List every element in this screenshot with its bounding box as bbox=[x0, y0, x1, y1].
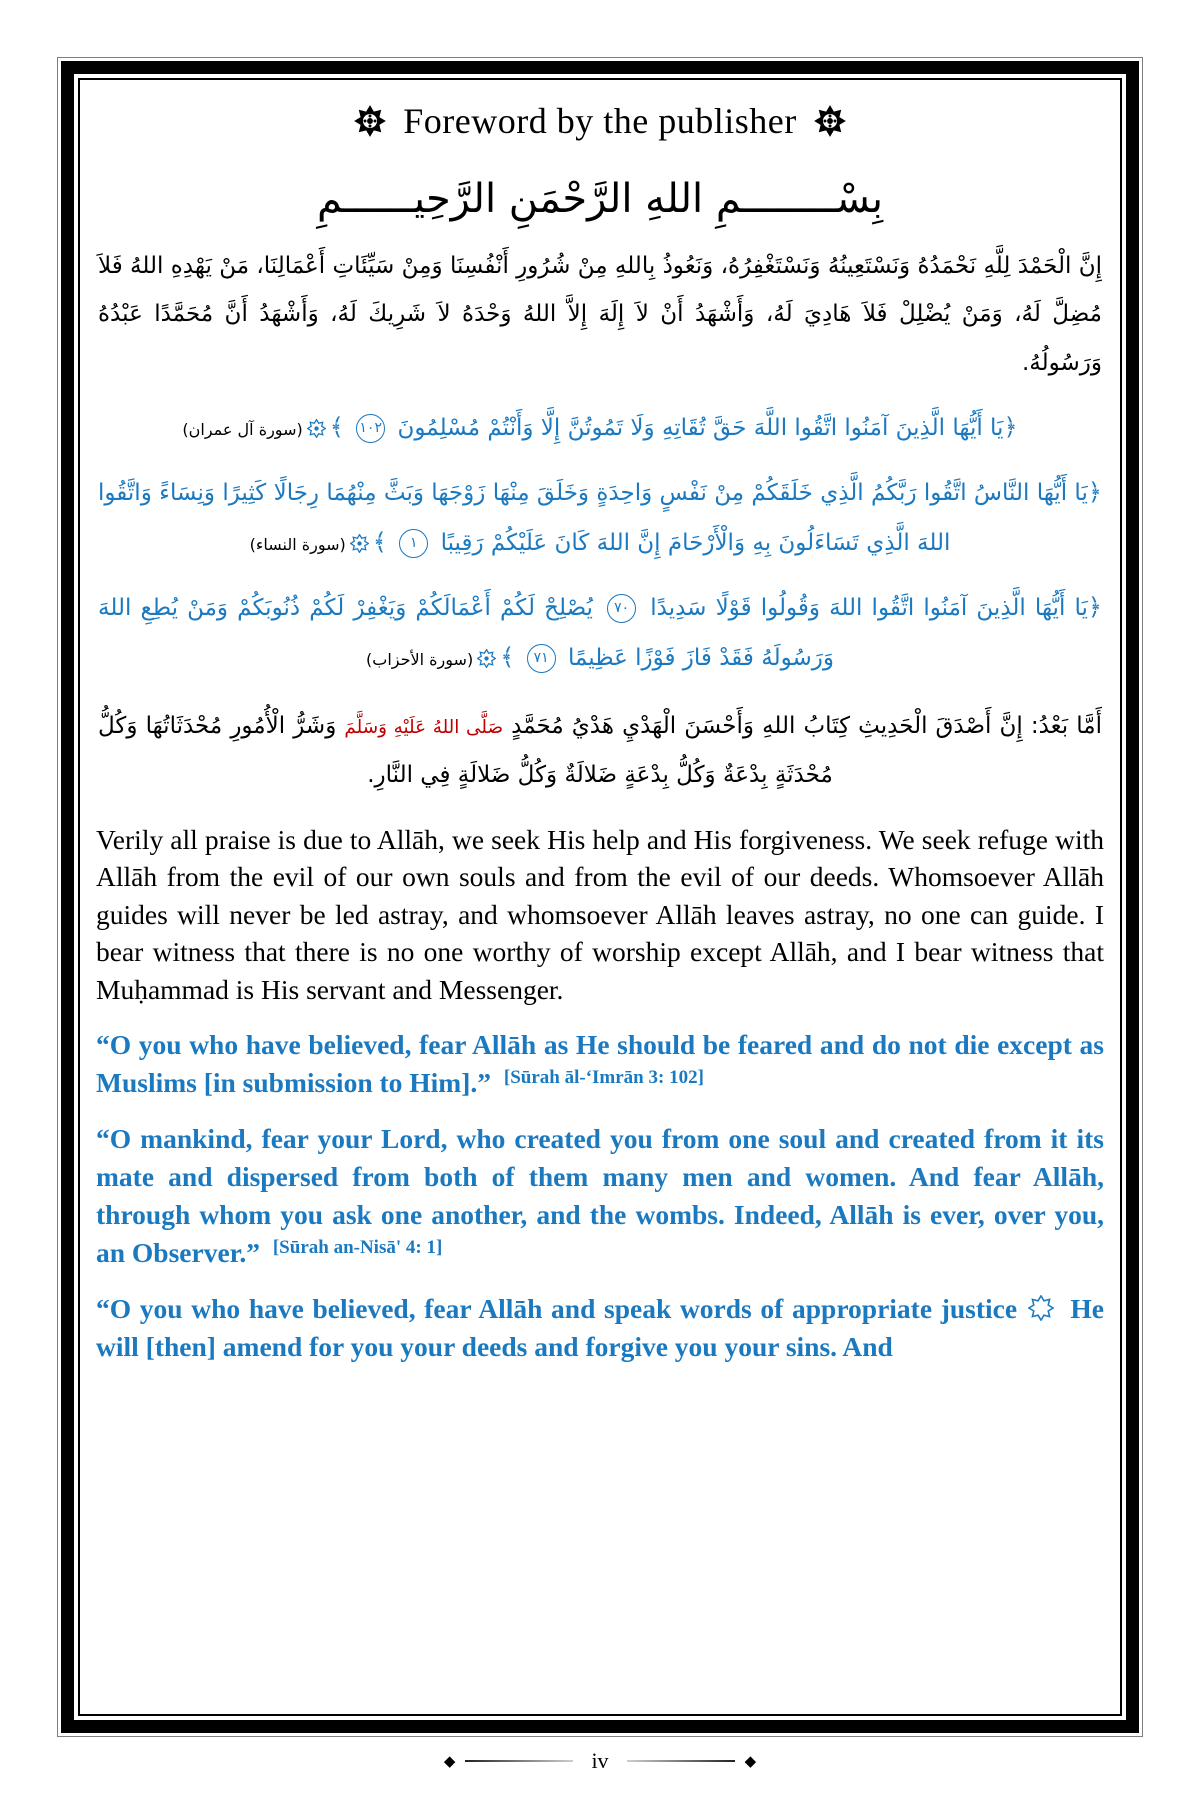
surah-citation: [Sūrah āl-‘Imrān 3: 102] bbox=[503, 1066, 704, 1088]
quote-text: “O mankind, fear your Lord, who created you from one soul and created from it its mate and dispersed from both of them many men and women. And fear Allāh, through whom you ask one another, and the wombs. Indeed, Allāh is ever, over you, an Observer.” bbox=[96, 1122, 1104, 1268]
quran-verse bbox=[98, 468, 1102, 567]
footer-rule bbox=[465, 1760, 573, 1762]
translated-verse-quote bbox=[96, 1290, 1104, 1366]
page-number: iv bbox=[591, 1748, 609, 1773]
verse-text: يَا أَيُّهَا الَّذِينَ آمَنُوا اتَّقُوا اللهَ وَقُولُوا قَوْلًا سَدِيدًا bbox=[650, 595, 1088, 622]
translated-verse-quote bbox=[96, 1120, 1104, 1272]
title-text: Foreword by the publisher bbox=[403, 101, 797, 141]
verse-end-flower-icon bbox=[350, 534, 369, 553]
verse-text: يَا أَيُّهَا الَّذِينَ آمَنُوا اتَّقُوا اللَّهَ حَقَّ تُقَاتِهِ وَلَا تَمُوتُنَّ إِلَّا وَأَنْتُمْ مُسْلِمُونَ bbox=[397, 414, 1004, 441]
ayah-separator-star-icon bbox=[1028, 1295, 1054, 1321]
amma-bad-post: وَشَرُّ الْأُمُورِ مُحْدَثَاتُهَا وَكُلُّ مُحْدَثَةٍ بِدْعَةٌ وَكُلُّ بِدْعَةٍ ضَلالَةٌ وَكُلُّ ضَلالَةٍ فِي النَّارِ. bbox=[98, 713, 833, 788]
page-border-inner-rule bbox=[78, 78, 1122, 1716]
verse-text: يُصْلِحْ لَكُمْ أَعْمَالَكُمْ وَيَغْفِرْ لَكُمْ ذُنُوبَكُمْ وَمَنْ يُطِعِ اللهَ وَرَسُولَهُ فَقَدْ فَازَ فَوْزًا عَظِيمًا bbox=[98, 595, 834, 671]
page-footer bbox=[0, 1748, 1200, 1774]
ayah-number-medallion: ٧٠ bbox=[607, 594, 636, 623]
english-intro-paragraph: Verily all praise is due to Allāh, we seek His help and His forgiveness. We seek refuge with Allāh from the evil of our own souls and from the evil of our deeds. Whomsoever Allāh guides will never be led astray, and whomsoever Allāh leaves astray, no one can guide. I bear witness that there is no one worthy of worship except Allāh, and I bear witness that Muḥammad is His servant and Messenger. bbox=[96, 824, 1104, 1005]
ornate-close-paren: ﴾ bbox=[500, 642, 515, 671]
amma-bad-pre: أَمَّا بَعْدُ: إِنَّ أَصْدَقَ الْحَدِيثِ كِتَابُ اللهِ وَأَحْسَنَ الْهَدْيِ هَدْيُ مُحَمَّدٍ bbox=[511, 713, 1102, 740]
ayah-number-medallion: ١٠٢ bbox=[356, 414, 385, 443]
quran-verses-block bbox=[94, 403, 1106, 683]
quran-verse bbox=[98, 403, 1102, 453]
salawat-red-text: صَلَّى اللهُ عَلَيْهِ وَسَلَّمَ bbox=[344, 717, 504, 739]
page-title bbox=[94, 100, 1106, 142]
surah-source-label: (سورة الأحزاب) bbox=[366, 649, 474, 669]
verse-text: يَا أَيُّهَا النَّاسُ اتَّقُوا رَبَّكُمُ الَّذِي خَلَقَكُمْ مِنْ نَفْسٍ وَاحِدَةٍ وَخَلَقَ مِنْهَا زَوْجَهَا وَبَثَّ مِنْهُمَا رِجَالًا كَثِيرًا وَنِسَاءً وَاتَّقُوا اللهَ الَّذِي تَسَاءَلُونَ بِهِ وَالْأَرْحَامَ إِنَّ اللهَ كَانَ عَلَيْكُمْ رَقِيبًا bbox=[98, 480, 1088, 556]
surah-source-label: (سورة النساء) bbox=[249, 534, 346, 554]
quote-text: “O you who have believed, fear Allāh and speak words of appropriate justice bbox=[96, 1292, 1018, 1324]
quran-verse bbox=[98, 583, 1102, 682]
arabic-amma-bad-paragraph bbox=[98, 702, 1102, 799]
ornate-close-paren: ﴾ bbox=[372, 527, 387, 556]
ornate-open-paren: ﴿ bbox=[1087, 478, 1102, 507]
quote-text: He will [then] amend for you your deeds and forgive you your sins. And bbox=[96, 1292, 1105, 1362]
quote-text: “O you who have believed, fear Allāh as He should be feared and do not die except as Muslims [in submission to Him].” bbox=[96, 1029, 1104, 1098]
verse-end-flower-icon bbox=[477, 649, 496, 668]
footer-rule bbox=[627, 1760, 735, 1762]
footer-diamond-icon: ◆ bbox=[443, 1751, 456, 1770]
rub-el-hizb-ornament-icon bbox=[813, 104, 847, 138]
bismillah-calligraphy: بِسْــــــــمِ اللهِ الرَّحْمَنِ الرَّحِيــــــمِ bbox=[316, 176, 884, 222]
rub-el-hizb-ornament-icon bbox=[353, 104, 387, 138]
verse-end-flower-icon bbox=[307, 419, 326, 438]
page-border-thick-rule bbox=[61, 61, 1139, 1733]
footer-diamond-icon: ◆ bbox=[744, 1751, 757, 1770]
page-border bbox=[57, 57, 1143, 1737]
ornate-open-paren: ﴿ bbox=[1087, 593, 1103, 622]
surah-citation: [Sūrah an-Nisā' 4: 1] bbox=[272, 1236, 443, 1258]
surah-source-label: (سورة آل عمران) bbox=[182, 419, 303, 439]
translated-verse-quote bbox=[96, 1026, 1104, 1102]
ornate-open-paren: ﴿ bbox=[1003, 412, 1018, 441]
english-quotes-block bbox=[94, 1026, 1106, 1366]
ayah-number-medallion: ٧١ bbox=[527, 644, 556, 673]
arabic-khutbah-paragraph: إِنَّ الْحَمْدَ لِلَّهِ نَحْمَدُهُ وَنَسْتَعِينُهُ وَنَسْتَغْفِرُهُ، وَنَعُوذُ بِاللهِ مِنْ شُرُورِ أَنْفُسِنَا وَمِنْ سَيِّئَاتِ أَعْمَالِنَا، مَنْ يَهْدِهِ اللهُ فَلاَ مُضِلَّ لَهُ، وَمَنْ يُضْلِلْ فَلاَ هَادِيَ لَهُ، وَأَشْهَدُ أَنْ لاَ إِلَهَ إِلاَّ اللهُ وَحْدَهُ لاَ شَرِيكَ لَهُ، وَأَشْهَدُ أَنَّ مُحَمَّدًا عَبْدُهُ وَرَسُولُهُ. bbox=[98, 253, 1102, 376]
ayah-number-medallion: ١ bbox=[399, 529, 428, 558]
ornate-close-paren: ﴾ bbox=[329, 412, 344, 441]
